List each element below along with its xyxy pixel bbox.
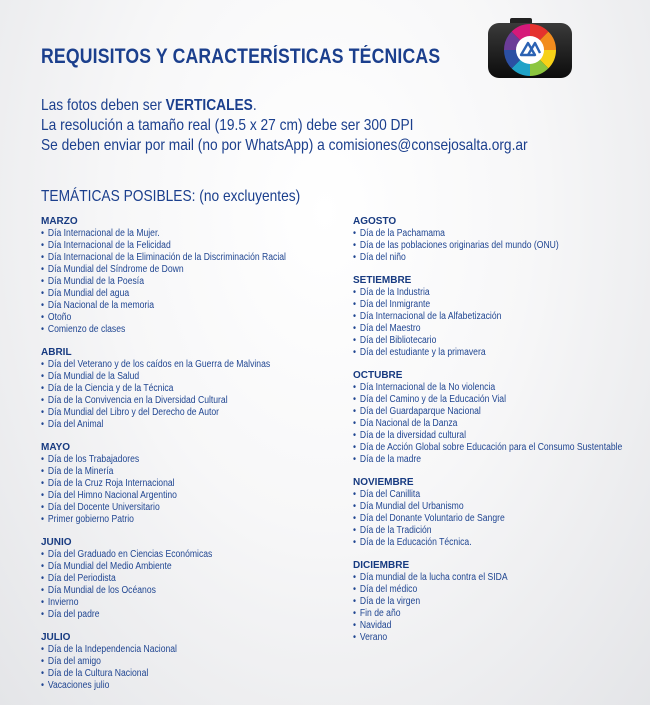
list-item — [41, 300, 286, 312]
bullet-icon: • — [41, 680, 45, 691]
bullet-icon: • — [41, 264, 45, 275]
list-item — [353, 252, 622, 264]
list-item-text: Día Mundial del Síndrome de Down — [47, 264, 184, 275]
list-item-text: Día Internacional de la Felicidad — [47, 240, 171, 251]
list-item-text: Primer gobierno Patrio — [47, 514, 134, 525]
list-item-text: Día de la Independencia Nacional — [47, 644, 177, 655]
list-item — [353, 620, 622, 632]
list-item-text: Día de la virgen — [359, 596, 421, 607]
list-item-text: Día del amigo — [47, 656, 101, 667]
bullet-icon: • — [41, 395, 45, 406]
bullet-icon: • — [41, 644, 45, 655]
list-item — [41, 395, 286, 407]
bullet-icon: • — [353, 418, 357, 429]
bullet-icon: • — [41, 466, 45, 477]
bullet-icon: • — [41, 573, 45, 584]
month-block-agosto — [353, 216, 650, 264]
list-item-text: Día Mundial del Libro y del Derecho de Autor — [47, 407, 220, 418]
bullet-icon: • — [353, 347, 357, 358]
bullet-icon: • — [41, 300, 45, 311]
list-item-text: Día de los Trabajadores — [47, 454, 140, 465]
list-item — [353, 454, 622, 466]
bullet-icon: • — [353, 525, 357, 536]
bullet-icon: • — [41, 324, 45, 335]
list-item — [41, 240, 286, 252]
month-block-abril — [41, 347, 326, 431]
list-item — [41, 228, 286, 240]
bullet-icon: • — [353, 537, 357, 548]
themes-heading: TEMÁTICAS POSIBLES: (no excluyentes) — [41, 188, 301, 205]
bullet-icon: • — [41, 288, 45, 299]
bullet-icon: • — [353, 513, 357, 524]
list-item — [41, 644, 286, 656]
bullet-icon: • — [353, 382, 357, 393]
month-block-diciembre — [353, 560, 650, 644]
list-item-text: Vacaciones julio — [47, 680, 110, 691]
list-item — [41, 383, 286, 395]
month-heading: JULIO — [41, 632, 71, 643]
month-block-marzo — [41, 216, 326, 336]
list-item-text: Día Mundial del agua — [47, 288, 130, 299]
bullet-icon: • — [353, 228, 357, 239]
intro-line1-bold: VERTICALES — [165, 97, 253, 114]
list-item — [41, 561, 286, 573]
bullet-icon: • — [41, 454, 45, 465]
bullet-icon: • — [353, 240, 357, 251]
month-heading: DICIEMBRE — [353, 560, 410, 571]
intro-line1-suffix: . — [252, 97, 257, 114]
page-title: REQUISITOS Y CARACTERÍSTICAS TÉCNICAS — [41, 45, 441, 68]
bullet-icon: • — [41, 549, 45, 560]
bullet-icon: • — [353, 442, 357, 453]
bullet-icon: • — [353, 596, 357, 607]
list-item — [353, 608, 622, 620]
bullet-icon: • — [353, 584, 357, 595]
list-item — [353, 489, 622, 501]
list-item — [353, 584, 622, 596]
list-item-text: Día de Acción Global sobre Educación para el Consumo Sustentable — [359, 442, 623, 453]
list-item-text: Día del Graduado en Ciencias Económicas — [47, 549, 213, 560]
list-item — [41, 324, 286, 336]
list-item-text: Día del Donante Voluntario de Sangre — [359, 513, 505, 524]
list-item-text: Día Mundial de la Salud — [47, 371, 140, 382]
bullet-icon: • — [41, 228, 45, 239]
bullet-icon: • — [353, 501, 357, 512]
list-item — [353, 525, 622, 537]
list-item — [353, 501, 622, 513]
list-item-text: Día de la Cultura Nacional — [47, 668, 149, 679]
list-item — [353, 513, 622, 525]
month-heading: MAYO — [41, 442, 71, 453]
bullet-icon: • — [353, 299, 357, 310]
list-item-text: Día de la Pachamama — [359, 228, 445, 239]
month-block-noviembre — [353, 477, 650, 549]
bullet-icon: • — [41, 371, 45, 382]
list-item-text: Día del padre — [47, 609, 100, 620]
month-heading: OCTUBRE — [353, 370, 403, 381]
bullet-icon: • — [353, 489, 357, 500]
list-item-text: Día de las poblaciones originarias del mundo (ONU) — [359, 240, 559, 251]
list-item-text: Día de la Tradición — [359, 525, 432, 536]
list-item-text: Día Internacional de la Eliminación de la Discriminación Racial — [47, 252, 286, 263]
list-item — [41, 514, 286, 526]
list-item-text: Día de la Industria — [359, 287, 430, 298]
month-heading: AGOSTO — [353, 216, 397, 227]
list-item — [353, 572, 622, 584]
list-item-text: Invierno — [47, 597, 79, 608]
list-item — [41, 466, 286, 478]
bullet-icon: • — [41, 514, 45, 525]
list-item-text: Fin de año — [359, 608, 401, 619]
list-item — [41, 454, 286, 466]
list-item-text: Día Mundial del Urbanismo — [359, 501, 464, 512]
month-heading: SETIEMBRE — [353, 275, 412, 286]
list-item — [41, 597, 286, 609]
list-item — [41, 609, 286, 621]
list-item — [41, 359, 286, 371]
bullet-icon: • — [41, 597, 45, 608]
list-item — [353, 537, 622, 549]
bullet-icon: • — [353, 572, 357, 583]
list-item — [41, 419, 286, 431]
bullet-icon: • — [41, 668, 45, 679]
list-item-text: Día del niño — [359, 252, 406, 263]
bullet-icon: • — [353, 430, 357, 441]
list-item-text: Día de la Educación Técnica. — [359, 537, 472, 548]
month-heading: JUNIO — [41, 537, 72, 548]
list-item — [41, 407, 286, 419]
list-item-text: Día Mundial de la Poesía — [47, 276, 144, 287]
list-item — [353, 596, 622, 608]
list-item-text: Día del Bibliotecario — [359, 335, 437, 346]
list-item-text: Día del médico — [359, 584, 418, 595]
list-item — [41, 276, 286, 288]
bullet-icon: • — [41, 502, 45, 513]
intro-line-vertical — [41, 96, 528, 116]
bullet-icon: • — [41, 585, 45, 596]
bullet-icon: • — [353, 311, 357, 322]
list-item — [41, 264, 286, 276]
list-item-text: Día Mundial de los Océanos — [47, 585, 156, 596]
list-item — [41, 585, 286, 597]
list-item — [353, 323, 622, 335]
list-item-text: Verano — [359, 632, 388, 643]
list-item-text: Navidad — [359, 620, 392, 631]
bullet-icon: • — [353, 335, 357, 346]
bullet-icon: • — [41, 419, 45, 430]
themes-right-column — [353, 216, 650, 655]
month-heading: MARZO — [41, 216, 78, 227]
list-item — [353, 430, 622, 442]
bullet-icon: • — [41, 276, 45, 287]
list-item-text: Día Nacional de la Danza — [359, 418, 458, 429]
intro-line-email: Se deben enviar por mail (no por WhatsApp) a comisiones@consejosalta.org.ar — [41, 137, 528, 154]
list-item-text: Día del Canillita — [359, 489, 421, 500]
list-item — [353, 347, 622, 359]
bullet-icon: • — [41, 656, 45, 667]
list-item — [353, 394, 622, 406]
list-item — [353, 287, 622, 299]
intro-line1-prefix: Las fotos deben ser — [41, 97, 166, 114]
list-item — [353, 240, 622, 252]
bullet-icon: • — [353, 394, 357, 405]
list-item — [41, 502, 286, 514]
list-item-text: Día del Docente Universitario — [47, 502, 160, 513]
list-item — [41, 549, 286, 561]
list-item-text: Día de la Minería — [47, 466, 114, 477]
list-item-text: Día Internacional de la Mujer. — [47, 228, 160, 239]
list-item — [353, 442, 622, 454]
list-item-text: Día de la diversidad cultural — [359, 430, 467, 441]
bullet-icon: • — [353, 287, 357, 298]
list-item — [353, 311, 622, 323]
requirements-intro — [41, 96, 528, 156]
list-item-text: Día del Camino y de la Educación Vial — [359, 394, 507, 405]
list-item — [353, 228, 622, 240]
list-item — [353, 299, 622, 311]
list-item — [41, 573, 286, 585]
list-item-text: Día del Veterano y de los caídos en la Guerra de Malvinas — [47, 359, 271, 370]
list-item-text: Día del estudiante y la primavera — [359, 347, 486, 358]
bullet-icon: • — [41, 609, 45, 620]
bullet-icon: • — [353, 406, 357, 417]
month-block-setiembre — [353, 275, 650, 359]
list-item — [353, 418, 622, 430]
list-item-text: Día del Maestro — [359, 323, 421, 334]
bullet-icon: • — [353, 608, 357, 619]
list-item-text: Día de la madre — [359, 454, 422, 465]
list-item — [41, 478, 286, 490]
list-item — [41, 668, 286, 680]
list-item-text: Día Internacional de la Alfabetización — [359, 311, 502, 322]
list-item-text: Día de la Ciencia y de la Técnica — [47, 383, 174, 394]
list-item — [41, 252, 286, 264]
bullet-icon: • — [41, 252, 45, 263]
month-block-julio — [41, 632, 326, 692]
month-block-mayo — [41, 442, 326, 526]
intro-line-resolution: La resolución a tamaño real (19.5 x 27 cm) debe ser 300 DPI — [41, 117, 414, 134]
bullet-icon: • — [41, 312, 45, 323]
bullet-icon: • — [353, 632, 357, 643]
list-item-text: Día de la Convivencia en la Diversidad Cultural — [47, 395, 228, 406]
camera-logo-icon — [488, 18, 572, 78]
list-item-text: Día del Inmigrante — [359, 299, 431, 310]
list-item — [41, 680, 286, 692]
bullet-icon: • — [353, 323, 357, 334]
list-item-text: Día Mundial del Medio Ambiente — [47, 561, 172, 572]
bullet-icon: • — [41, 407, 45, 418]
list-item-text: Día Internacional de la No violencia — [359, 382, 496, 393]
list-item — [353, 406, 622, 418]
list-item-text: Día Nacional de la memoria — [47, 300, 154, 311]
bullet-icon: • — [353, 454, 357, 465]
bullet-icon: • — [41, 240, 45, 251]
list-item — [353, 632, 622, 644]
list-item-text: Día del Periodista — [47, 573, 116, 584]
month-heading: ABRIL — [41, 347, 72, 358]
list-item-text: Comienzo de clases — [47, 324, 126, 335]
bullet-icon: • — [353, 620, 357, 631]
list-item-text: Día mundial de la lucha contra el SIDA — [359, 572, 508, 583]
list-item — [353, 382, 622, 394]
bullet-icon: • — [41, 383, 45, 394]
month-block-octubre — [353, 370, 650, 466]
bullet-icon: • — [41, 478, 45, 489]
bullet-icon: • — [41, 561, 45, 572]
list-item — [41, 312, 286, 324]
list-item — [41, 656, 286, 668]
list-item-text: Día del Himno Nacional Argentino — [47, 490, 177, 501]
list-item — [41, 288, 286, 300]
list-item-text: Día del Guardaparque Nacional — [359, 406, 481, 417]
list-item — [41, 371, 286, 383]
month-heading: NOVIEMBRE — [353, 477, 414, 488]
bullet-icon: • — [41, 490, 45, 501]
month-block-junio — [41, 537, 326, 621]
list-item-text: Día de la Cruz Roja Internacional — [47, 478, 175, 489]
list-item — [353, 335, 622, 347]
list-item-text: Otoño — [47, 312, 72, 323]
themes-left-column — [41, 216, 326, 703]
bullet-icon: • — [41, 359, 45, 370]
bullet-icon: • — [353, 252, 357, 263]
list-item-text: Día del Animal — [47, 419, 104, 430]
list-item — [41, 490, 286, 502]
